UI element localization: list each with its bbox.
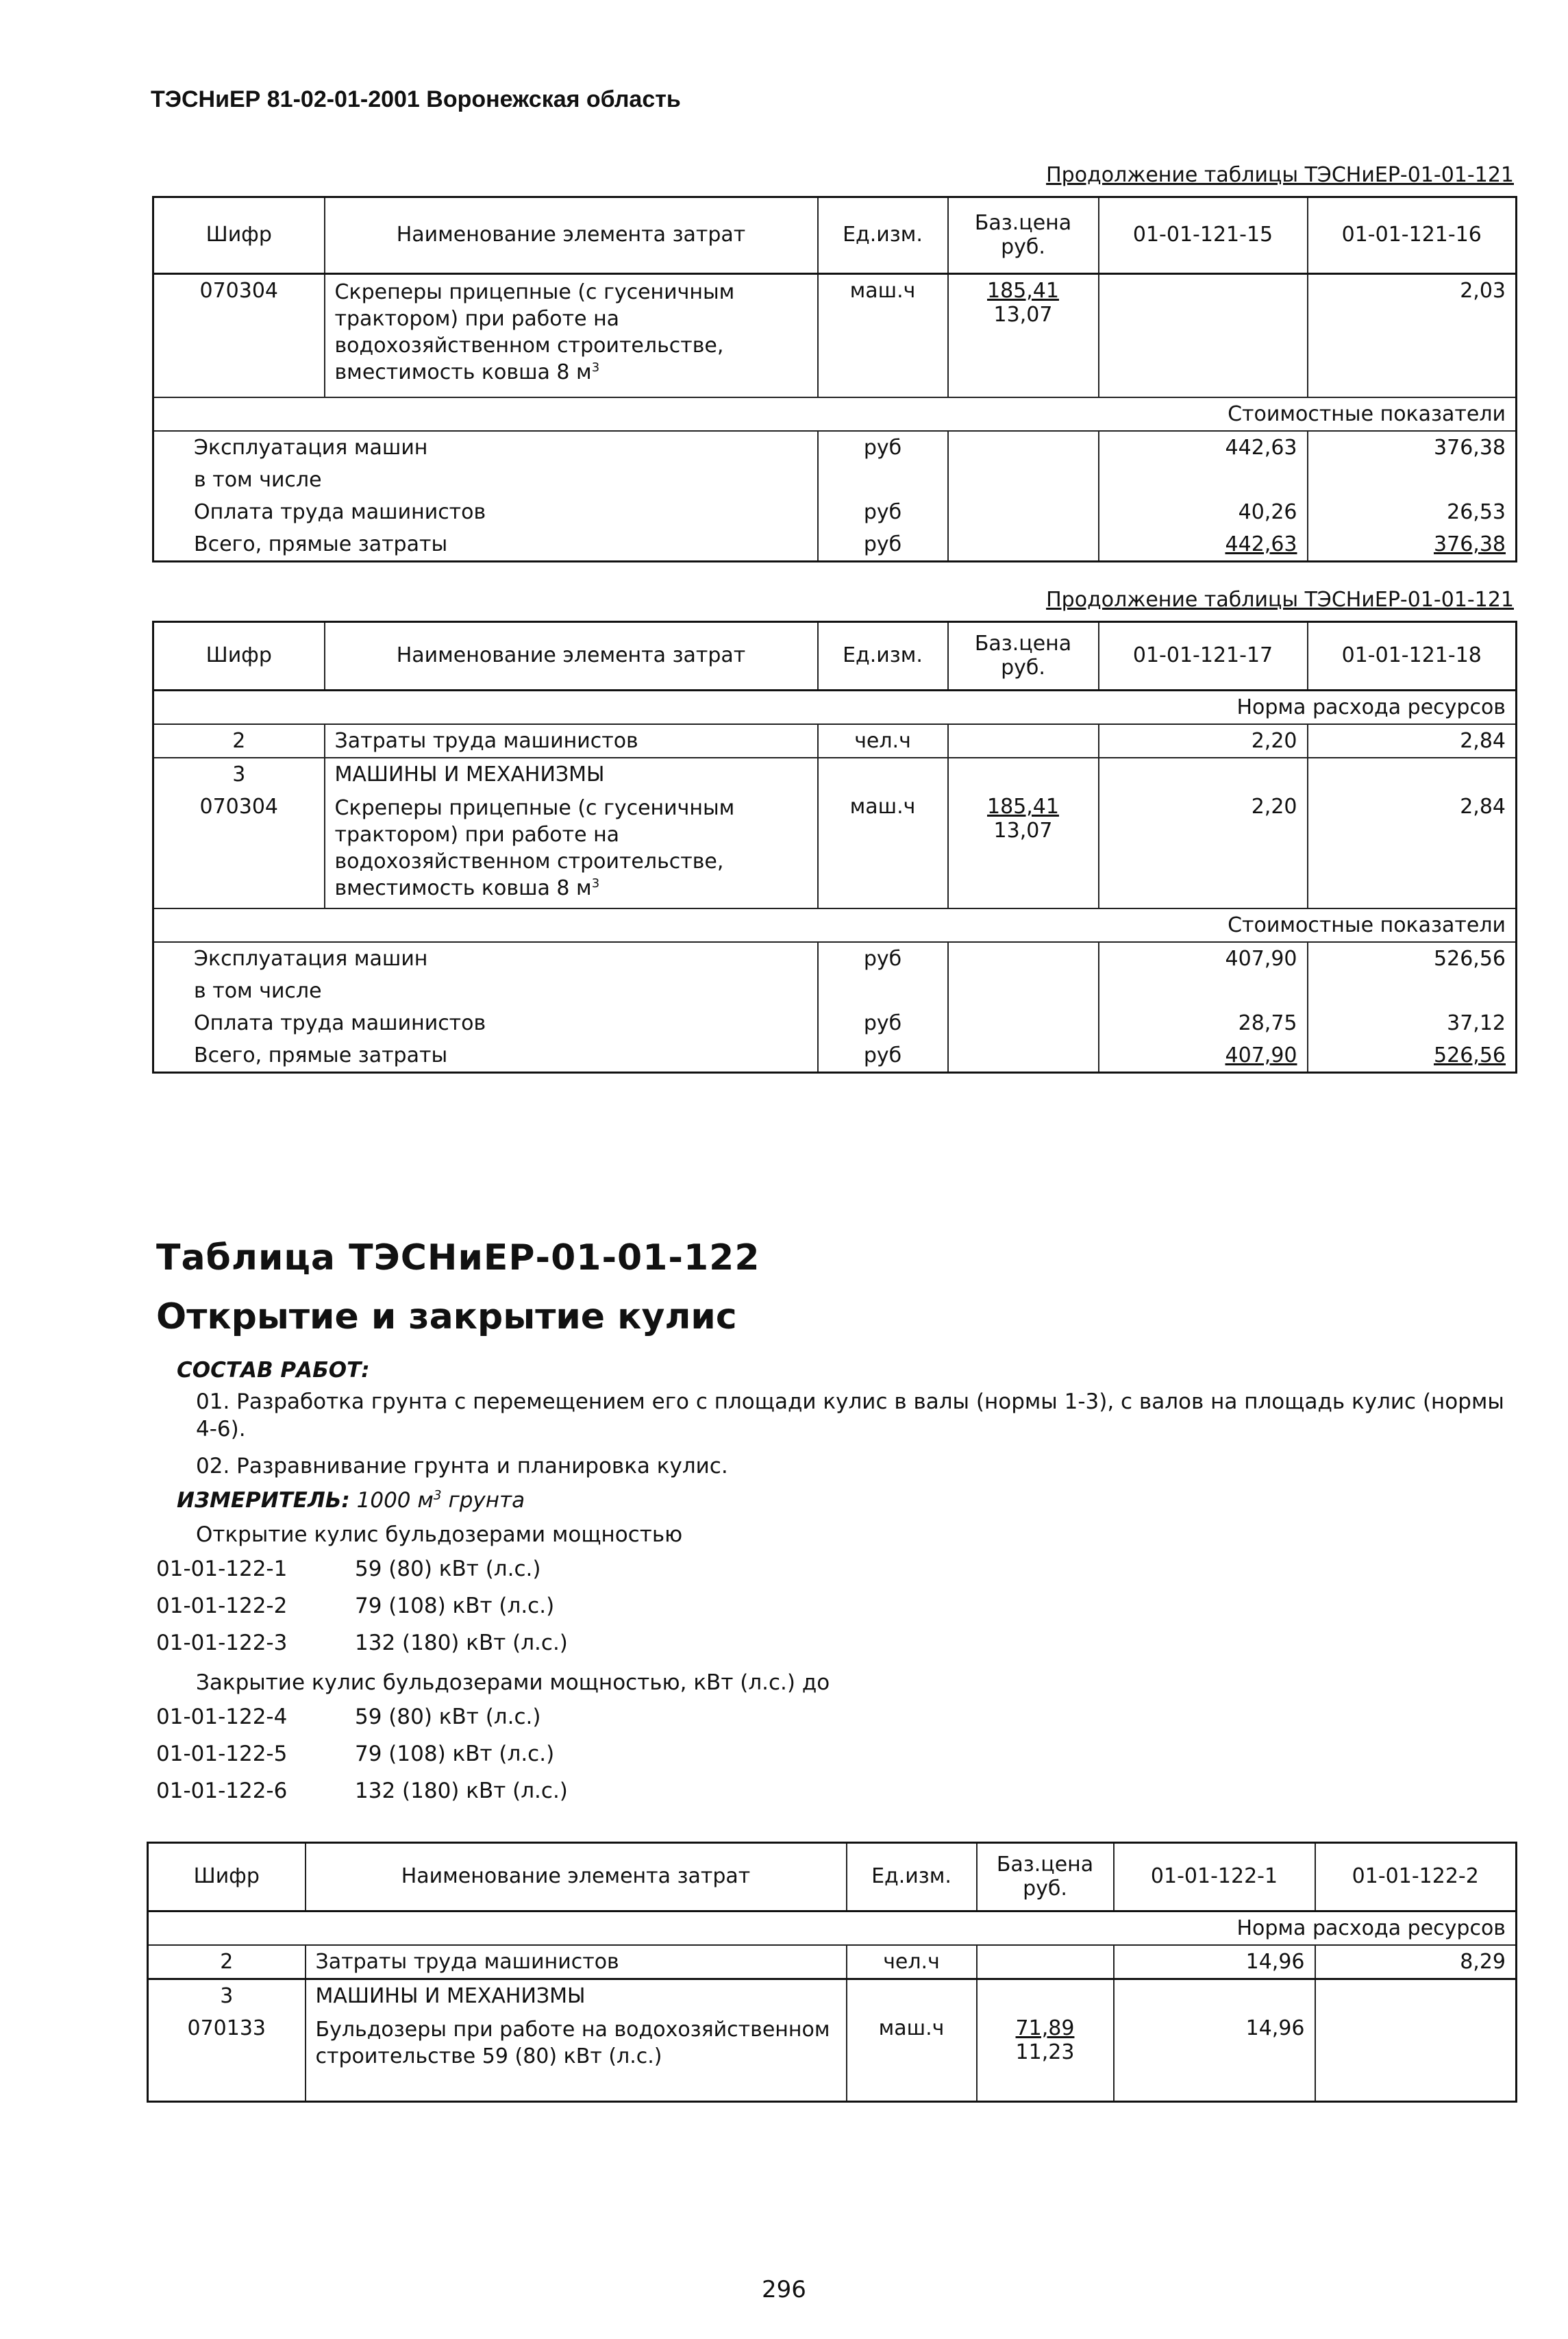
cost-value-a: 442,63 bbox=[1099, 431, 1308, 464]
norm-list-item: 01-01-122-6 132 (180) кВт (л.с.) bbox=[156, 1779, 568, 1803]
group1-title: Открытие кулис бульдозерами мощностью bbox=[196, 1522, 683, 1547]
cost-value-b: 526,56 bbox=[1308, 942, 1517, 975]
row-unit: чел.ч bbox=[818, 724, 948, 758]
row-price-empty bbox=[948, 724, 1099, 758]
row-value-a bbox=[1099, 274, 1308, 397]
page-header: ТЭСНиЕР 81-02-01-2001 Воронежская область bbox=[151, 86, 681, 112]
row-value-b: 2,84 bbox=[1308, 724, 1517, 758]
header-col-b: 01-01-122-2 bbox=[1315, 1843, 1517, 1911]
table-title: Таблица ТЭСНиЕР-01-01-122 bbox=[156, 1237, 760, 1278]
cost-value-a: 407,90 bbox=[1099, 942, 1308, 975]
row-value-a: 14,96 bbox=[1114, 1945, 1315, 1979]
cost-row bbox=[153, 1039, 1517, 1073]
cost-value-a: 407,90 bbox=[1099, 1039, 1308, 1073]
measure-line bbox=[177, 1487, 525, 1514]
table-subtitle: Открытие и закрытие кулис bbox=[156, 1296, 737, 1337]
row-name: Затраты труда машинистов bbox=[325, 724, 818, 758]
cost-unit: руб bbox=[818, 496, 948, 528]
table-row bbox=[153, 724, 1517, 758]
row-unit: маш.ч bbox=[818, 791, 948, 908]
header-price: Баз.цена руб. bbox=[977, 1843, 1114, 1911]
row-code: 070304 bbox=[153, 274, 325, 397]
row-value-b-empty bbox=[1315, 1979, 1517, 2013]
work-item-2: 02. Разравнивание грунта и планировка кулис. bbox=[196, 1454, 728, 1478]
cost-unit: руб bbox=[818, 942, 948, 975]
cost-price-empty bbox=[948, 942, 1099, 975]
row-name: Скреперы прицепные (с гусеничным трактором) при работе на водохозяйственном строительстве, вместимость ковша 8 $м^3$ bbox=[325, 274, 818, 397]
row-unit-empty bbox=[847, 1979, 977, 2013]
cost-name: Оплата труда машинистов bbox=[153, 1007, 818, 1039]
row-code: 2 bbox=[153, 724, 325, 758]
continuation-note-2: Продолжение таблицы ТЭСНиЕР-01-01-121 bbox=[1046, 588, 1514, 612]
cost-price-empty bbox=[948, 528, 1099, 562]
row-value-a-empty bbox=[1114, 1979, 1315, 2013]
cost-name: Эксплуатация машин bbox=[153, 431, 818, 464]
row-value-b-empty bbox=[1308, 758, 1517, 791]
cost-row bbox=[153, 528, 1517, 562]
cost-value-a: 28,75 bbox=[1099, 1007, 1308, 1039]
section-norm-row bbox=[148, 1911, 1517, 1946]
row-value-b bbox=[1315, 2012, 1517, 2101]
cost-value-b: 526,56 bbox=[1308, 1039, 1517, 1073]
row-price: 185,41 13,07 bbox=[948, 791, 1099, 908]
row-value-b: 8,29 bbox=[1315, 1945, 1517, 1979]
header-name: Наименование элемента затрат bbox=[306, 1843, 847, 1911]
header-code: Шифр bbox=[153, 622, 325, 691]
row-code: 070304 bbox=[153, 791, 325, 908]
measure-label: ИЗМЕРИТЕЛЬ: bbox=[177, 1488, 350, 1513]
header-col-a: 01-01-121-17 bbox=[1099, 622, 1308, 691]
resource-table-1 bbox=[152, 196, 1517, 562]
norm-list-item: 01-01-122-3 132 (180) кВт (л.с.) bbox=[156, 1631, 568, 1655]
cost-value-b: 376,38 bbox=[1308, 528, 1517, 562]
section-norm-label: Норма расхода ресурсов bbox=[148, 1911, 1517, 1946]
header-col-b: 01-01-121-18 bbox=[1308, 622, 1517, 691]
table-row bbox=[153, 274, 1517, 397]
row-code: 3 bbox=[153, 758, 325, 791]
row-value-a: 2,20 bbox=[1099, 791, 1308, 908]
cost-row bbox=[153, 496, 1517, 528]
continuation-note-1: Продолжение таблицы ТЭСНиЕР-01-01-121 bbox=[1046, 163, 1514, 187]
cost-unit: руб bbox=[818, 431, 948, 464]
resource-table-3 bbox=[147, 1842, 1517, 2103]
header-col-a: 01-01-121-15 bbox=[1099, 197, 1308, 274]
header-price: Баз.цена руб. bbox=[948, 622, 1099, 691]
measure-value: 1000 $м^3$ грунта bbox=[356, 1488, 525, 1513]
cost-unit: руб bbox=[818, 1039, 948, 1073]
header-code: Шифр bbox=[148, 1843, 306, 1911]
work-item-1: 01. Разработка грунта с перемещением его с площади кулис в валы (нормы 1-3), с валов на площадь кулис (нормы 4-6). bbox=[196, 1389, 1504, 1442]
row-unit-empty bbox=[818, 758, 948, 791]
cost-row bbox=[153, 942, 1517, 975]
section-cost-row bbox=[153, 908, 1517, 942]
header-name: Наименование элемента затрат bbox=[325, 622, 818, 691]
row-unit: маш.ч bbox=[847, 2012, 977, 2101]
cost-unit bbox=[818, 464, 948, 496]
page-number: 296 bbox=[762, 2276, 806, 2303]
table-row bbox=[148, 2012, 1517, 2101]
row-code: 070133 bbox=[148, 2012, 306, 2101]
cost-row bbox=[153, 464, 1517, 496]
cost-value-b bbox=[1308, 464, 1517, 496]
section-norm-label: Норма расхода ресурсов bbox=[153, 691, 1517, 725]
cost-price-empty bbox=[948, 464, 1099, 496]
cost-price-empty bbox=[948, 975, 1099, 1007]
cost-row bbox=[153, 1007, 1517, 1039]
table-row bbox=[148, 1945, 1517, 1979]
table-row bbox=[153, 791, 1517, 908]
cost-unit bbox=[818, 975, 948, 1007]
section-cost-label: Стоимостные показатели bbox=[153, 908, 1517, 942]
cost-value-a: 40,26 bbox=[1099, 496, 1308, 528]
cost-price-empty bbox=[948, 496, 1099, 528]
row-value-b: 2,03 bbox=[1308, 274, 1517, 397]
section-cost-row bbox=[153, 397, 1517, 431]
row-unit: маш.ч bbox=[818, 274, 948, 397]
row-price-empty bbox=[977, 1945, 1114, 1979]
header-col-a: 01-01-122-1 bbox=[1114, 1843, 1315, 1911]
group2-title: Закрытие кулис бульдозерами мощностью, кВт (л.с.) до bbox=[196, 1670, 830, 1695]
cost-value-b: 37,12 bbox=[1308, 1007, 1517, 1039]
header-name: Наименование элемента затрат bbox=[325, 197, 818, 274]
cost-name: в том числе bbox=[153, 464, 818, 496]
norm-list-item: 01-01-122-5 79 (108) кВт (л.с.) bbox=[156, 1742, 555, 1766]
row-price: 71,89 11,23 bbox=[977, 2012, 1114, 2101]
header-col-b: 01-01-121-16 bbox=[1308, 197, 1517, 274]
section-cost-label: Стоимостные показатели bbox=[153, 397, 1517, 431]
cost-name: Всего, прямые затраты bbox=[153, 528, 818, 562]
row-price-empty bbox=[977, 1979, 1114, 2013]
cost-row bbox=[153, 431, 1517, 464]
cost-value-b: 376,38 bbox=[1308, 431, 1517, 464]
header-price: Баз.цена руб. bbox=[948, 197, 1099, 274]
row-value-a-empty bbox=[1099, 758, 1308, 791]
cost-unit: руб bbox=[818, 1007, 948, 1039]
norm-list-item: 01-01-122-2 79 (108) кВт (л.с.) bbox=[156, 1594, 555, 1618]
row-value-a: 14,96 bbox=[1114, 2012, 1315, 2101]
header-unit: Ед.изм. bbox=[847, 1843, 977, 1911]
cost-price-empty bbox=[948, 1007, 1099, 1039]
row-name: Скреперы прицепные (с гусеничным трактором) при работе на водохозяйственном строительстве, вместимость ковша 8 $м^3$ bbox=[325, 791, 818, 908]
cost-price-empty bbox=[948, 1039, 1099, 1073]
norm-list-item: 01-01-122-1 59 (80) кВт (л.с.) bbox=[156, 1557, 541, 1581]
section-norm-row bbox=[153, 691, 1517, 725]
cost-value-b: 26,53 bbox=[1308, 496, 1517, 528]
row-name: МАШИНЫ И МЕХАНИЗМЫ bbox=[306, 1979, 847, 2013]
row-value-b: 2,84 bbox=[1308, 791, 1517, 908]
table-row bbox=[153, 758, 1517, 791]
works-label: СОСТАВ РАБОТ: bbox=[177, 1358, 370, 1383]
cost-name: Всего, прямые затраты bbox=[153, 1039, 818, 1073]
resource-table-2 bbox=[152, 621, 1517, 1074]
row-price: 185,41 13,07 bbox=[948, 274, 1099, 397]
row-price-empty bbox=[948, 758, 1099, 791]
cost-row bbox=[153, 975, 1517, 1007]
cost-unit: руб bbox=[818, 528, 948, 562]
cost-value-a bbox=[1099, 464, 1308, 496]
cost-name: Эксплуатация машин bbox=[153, 942, 818, 975]
row-code: 2 bbox=[148, 1945, 306, 1979]
cost-value-a: 442,63 bbox=[1099, 528, 1308, 562]
header-unit: Ед.изм. bbox=[818, 197, 948, 274]
row-value-a: 2,20 bbox=[1099, 724, 1308, 758]
row-name: Бульдозеры при работе на водохозяйственном строительстве 59 (80) кВт (л.с.) bbox=[306, 2012, 847, 2101]
header-code: Шифр bbox=[153, 197, 325, 274]
header-unit: Ед.изм. bbox=[818, 622, 948, 691]
cost-name: в том числе bbox=[153, 975, 818, 1007]
row-code: 3 bbox=[148, 1979, 306, 2013]
row-name: МАШИНЫ И МЕХАНИЗМЫ bbox=[325, 758, 818, 791]
cost-value-a bbox=[1099, 975, 1308, 1007]
table-row bbox=[148, 1979, 1517, 2013]
cost-price-empty bbox=[948, 431, 1099, 464]
cost-name: Оплата труда машинистов bbox=[153, 496, 818, 528]
cost-value-b bbox=[1308, 975, 1517, 1007]
norm-list-item: 01-01-122-4 59 (80) кВт (л.с.) bbox=[156, 1705, 541, 1729]
row-name: Затраты труда машинистов bbox=[306, 1945, 847, 1979]
row-unit: чел.ч bbox=[847, 1945, 977, 1979]
